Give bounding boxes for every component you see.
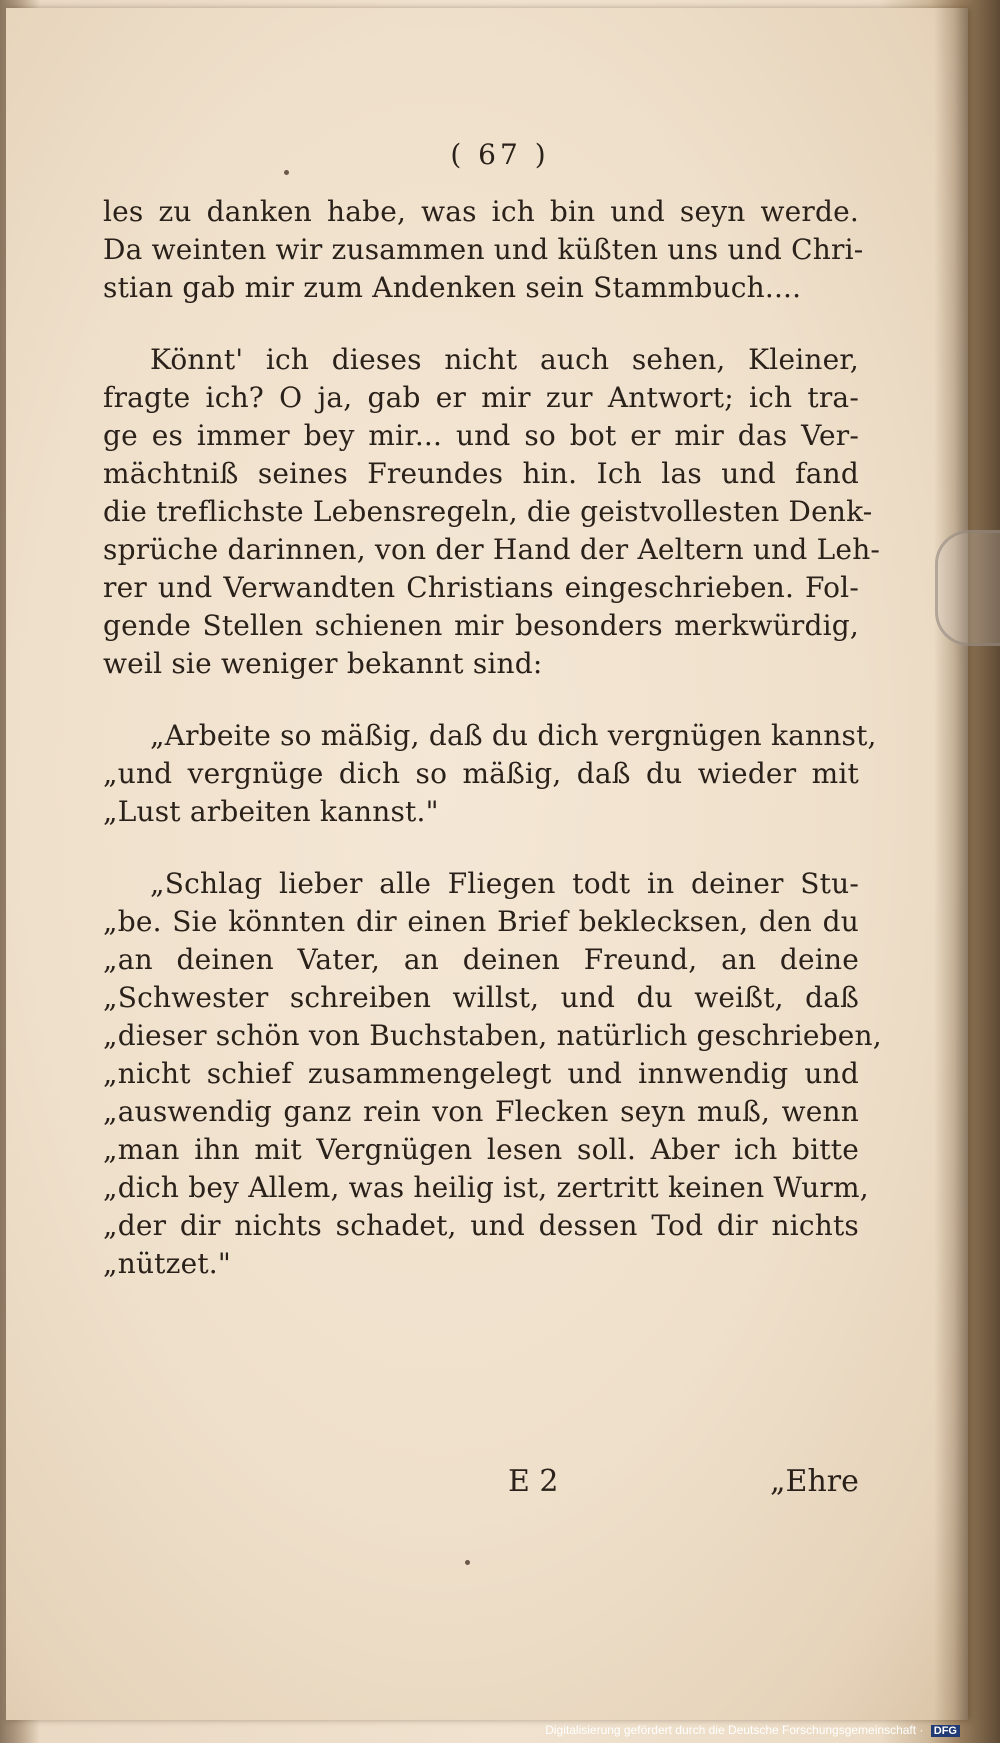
signature-mark: E 2 <box>508 1464 559 1499</box>
text-line: les zu danken habe, was ich bin und seyn werde. <box>103 195 859 228</box>
ink-speck <box>465 1560 470 1565</box>
text-line: gende Stellen schienen mir besonders merkwürdig, <box>103 609 859 642</box>
text-line: „Lust arbeiten kannst." <box>103 795 439 828</box>
digitization-credit <box>545 1723 960 1737</box>
text-line: „dieser schön von Buchstaben, natürlich geschrieben, <box>103 1019 882 1052</box>
page-edge-shadow <box>934 8 968 1720</box>
text-line: „Schlag lieber alle Fliegen todt in deiner Stu- <box>150 867 859 900</box>
text-line: „dich bey Allem, was heilig ist, zertritt keinen Wurm, <box>103 1171 869 1204</box>
text-line: rer und Verwandten Christians eingeschrieben. Fol- <box>103 571 859 604</box>
text-line: fragte ich? O ja, gab er mir zur Antwort; ich tra- <box>103 381 859 414</box>
text-line: ge es immer bey mir... und so bot er mir das Ver- <box>103 419 859 452</box>
text-line: „nicht schief zusammengelegt und innwendig und <box>103 1057 859 1090</box>
text-line: „Schwester schreiben willst, und du weißt, daß <box>103 981 859 1014</box>
text-line: Da weinten wir zusammen und küßten uns und Chri- <box>103 233 864 266</box>
text-line: „Arbeite so mäßig, daß du dich vergnügen kannst, <box>150 719 877 752</box>
dfg-logo-icon: DFG <box>931 1725 960 1737</box>
page-header: ( 67 ) <box>450 138 550 171</box>
text-line: sprüche darinnen, von der Hand der Aeltern und Leh- <box>103 533 881 566</box>
text-line: weil sie weniger bekannt sind: <box>103 647 543 680</box>
text-line: Könnt' ich dieses nicht auch sehen, Kleiner, <box>150 343 859 376</box>
text-line: „an deinen Vater, an deinen Freund, an deine <box>103 943 859 976</box>
text-line: „nützet." <box>103 1247 231 1280</box>
catchword: „Ehre <box>770 1464 859 1499</box>
text-line: stian gab mir zum Andenken sein Stammbuch.... <box>103 271 802 304</box>
page-clip <box>935 530 1000 646</box>
text-line: „auswendig ganz rein von Flecken seyn muß, wenn <box>103 1095 859 1128</box>
text-line: „man ihn mit Vergnügen lesen soll. Aber ich bitte <box>103 1133 859 1166</box>
credit-text: Digitalisierung gefördert durch die Deutsche Forschungsgemeinschaft · <box>545 1723 924 1737</box>
text-line: „be. Sie könnten dir einen Brief beklecksen, den du <box>103 905 859 938</box>
text-line: „und vergnüge dich so mäßig, daß du wieder mit <box>103 757 859 790</box>
text-line: mächtniß seines Freundes hin. Ich las und fand <box>103 457 859 490</box>
ink-speck <box>284 170 289 175</box>
text-line: die treflichste Lebensregeln, die geistvollesten Denk- <box>103 495 873 528</box>
text-line: „der dir nichts schadet, und dessen Tod dir nichts <box>103 1209 859 1242</box>
